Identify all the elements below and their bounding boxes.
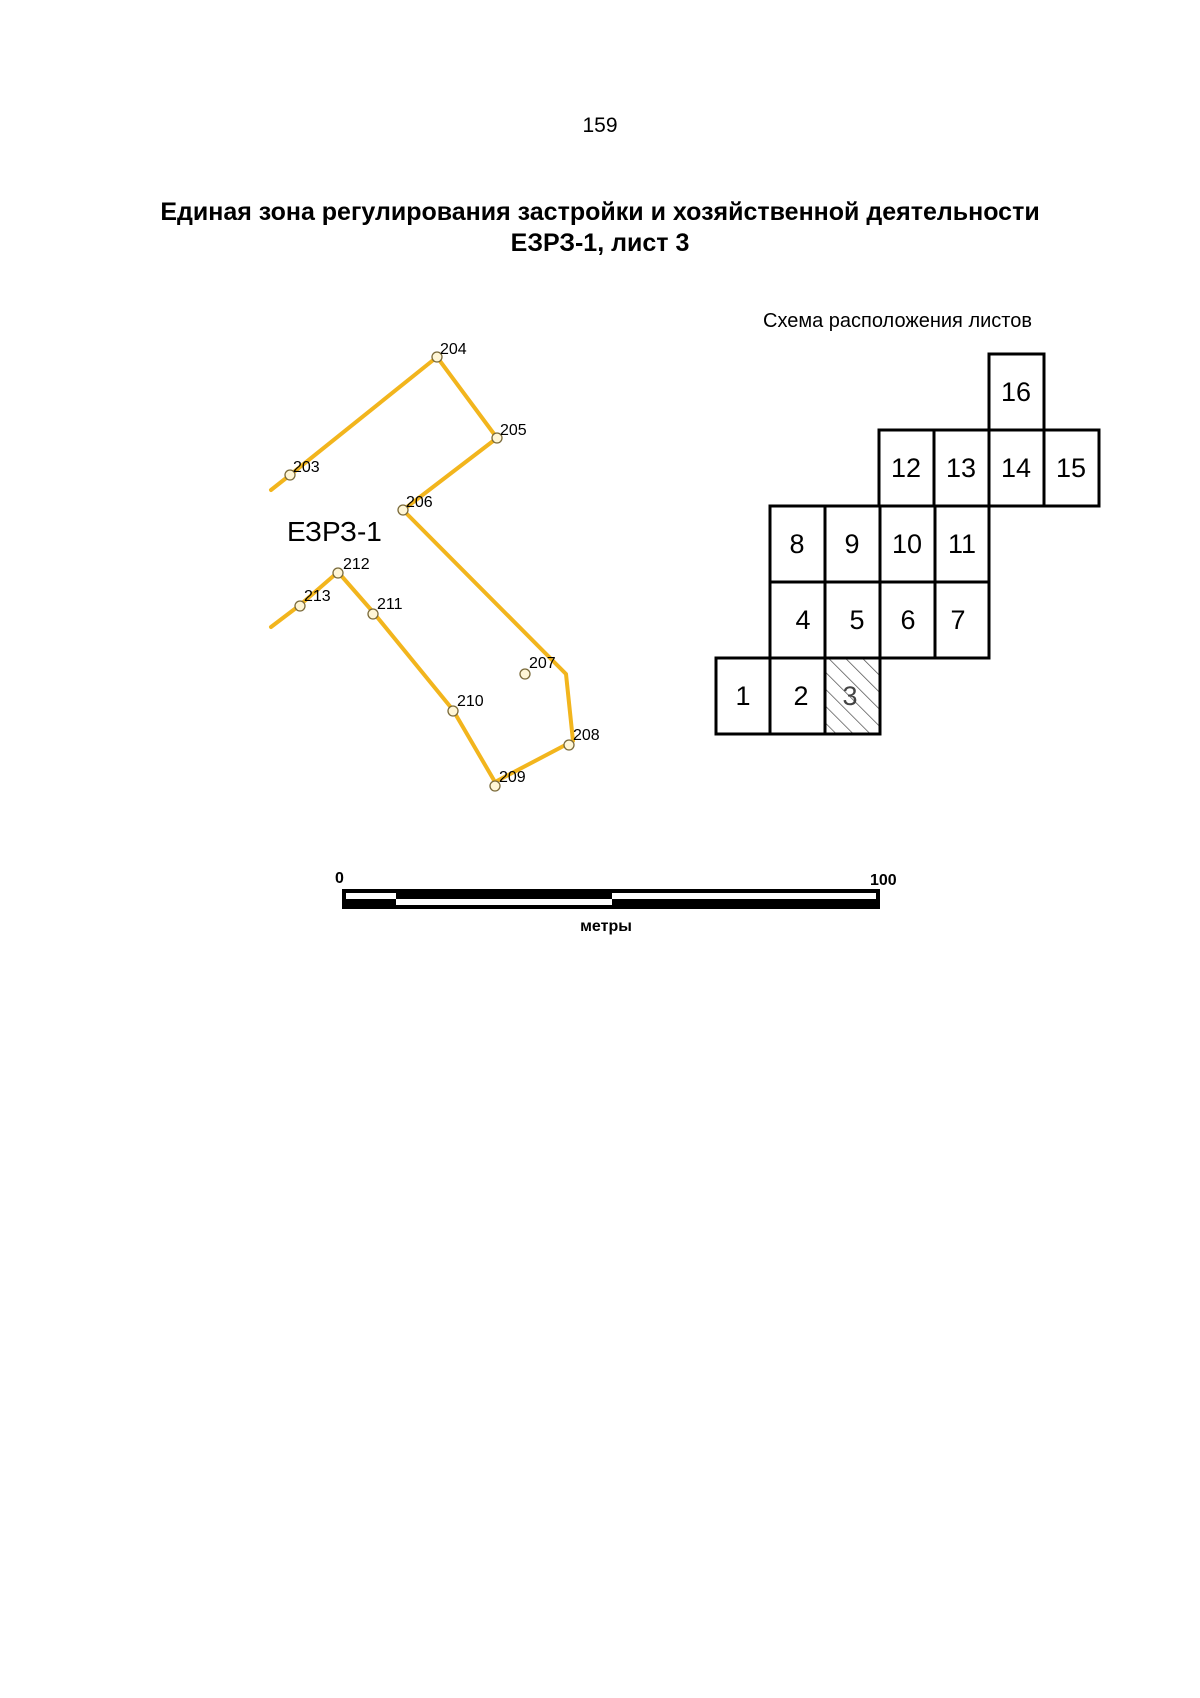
sheet-number-4: 4 (795, 605, 811, 635)
vertex-label-204: 204 (440, 341, 467, 358)
sheet-number-12: 12 (890, 453, 922, 483)
vertex-label-206: 206 (406, 494, 433, 511)
page-number: 159 (582, 114, 618, 137)
title-line-1: Единая зона регулирования застройки и хозяйственной деятельности (160, 198, 1040, 226)
scale-bar-segment (396, 899, 450, 905)
sheet-number-14: 14 (1000, 453, 1032, 483)
sheet-number-7: 7 (950, 605, 966, 635)
sheet-number-6: 6 (900, 605, 916, 635)
sheet-scheme-grid (716, 354, 1099, 734)
scale-unit-label: метры (580, 918, 632, 935)
vertex-label-209: 209 (499, 769, 526, 786)
vertex-label-208: 208 (573, 727, 600, 744)
scale-start-label: 0 (335, 870, 344, 887)
sheet-number-1: 1 (735, 681, 751, 711)
scale-bar-segment (612, 893, 876, 899)
scale-end-label: 100 (870, 872, 897, 889)
vertex-label-213: 213 (304, 588, 331, 605)
vertex-labels (293, 341, 600, 786)
zone-label: ЕЗРЗ-1 (287, 516, 382, 547)
vertex-label-210: 210 (457, 693, 484, 710)
vertex-label-211: 211 (377, 596, 403, 613)
scale-bar-segment (450, 899, 612, 905)
sheet-number-11: 11 (947, 529, 977, 559)
vertex-label-212: 212 (343, 556, 370, 573)
sheet-number-15: 15 (1055, 453, 1087, 483)
scale-bar (335, 870, 897, 935)
vertex-markers (285, 352, 574, 791)
sheet-scheme-title: Схема расположения листов (763, 310, 1032, 332)
vertex-label-203: 203 (293, 459, 320, 476)
sheet-number-2: 2 (793, 681, 809, 711)
scale-bar-segment (346, 893, 396, 899)
zone-boundary (271, 357, 573, 782)
sheet-number-9: 9 (844, 529, 860, 559)
boundary-upper (271, 357, 573, 782)
vertex-212 (333, 568, 343, 578)
sheet-number-8: 8 (789, 529, 805, 559)
sheet-number-5: 5 (849, 605, 865, 635)
vertex-label-207: 207 (529, 655, 556, 672)
sheet-number-3: 3 (842, 681, 858, 711)
sheet-number-10: 10 (891, 529, 923, 559)
sheet-number-16: 16 (1000, 377, 1032, 407)
sheet-number-13: 13 (945, 453, 977, 483)
vertex-label-205: 205 (500, 422, 527, 439)
title-line-2: ЕЗРЗ-1, лист 3 (510, 229, 690, 257)
